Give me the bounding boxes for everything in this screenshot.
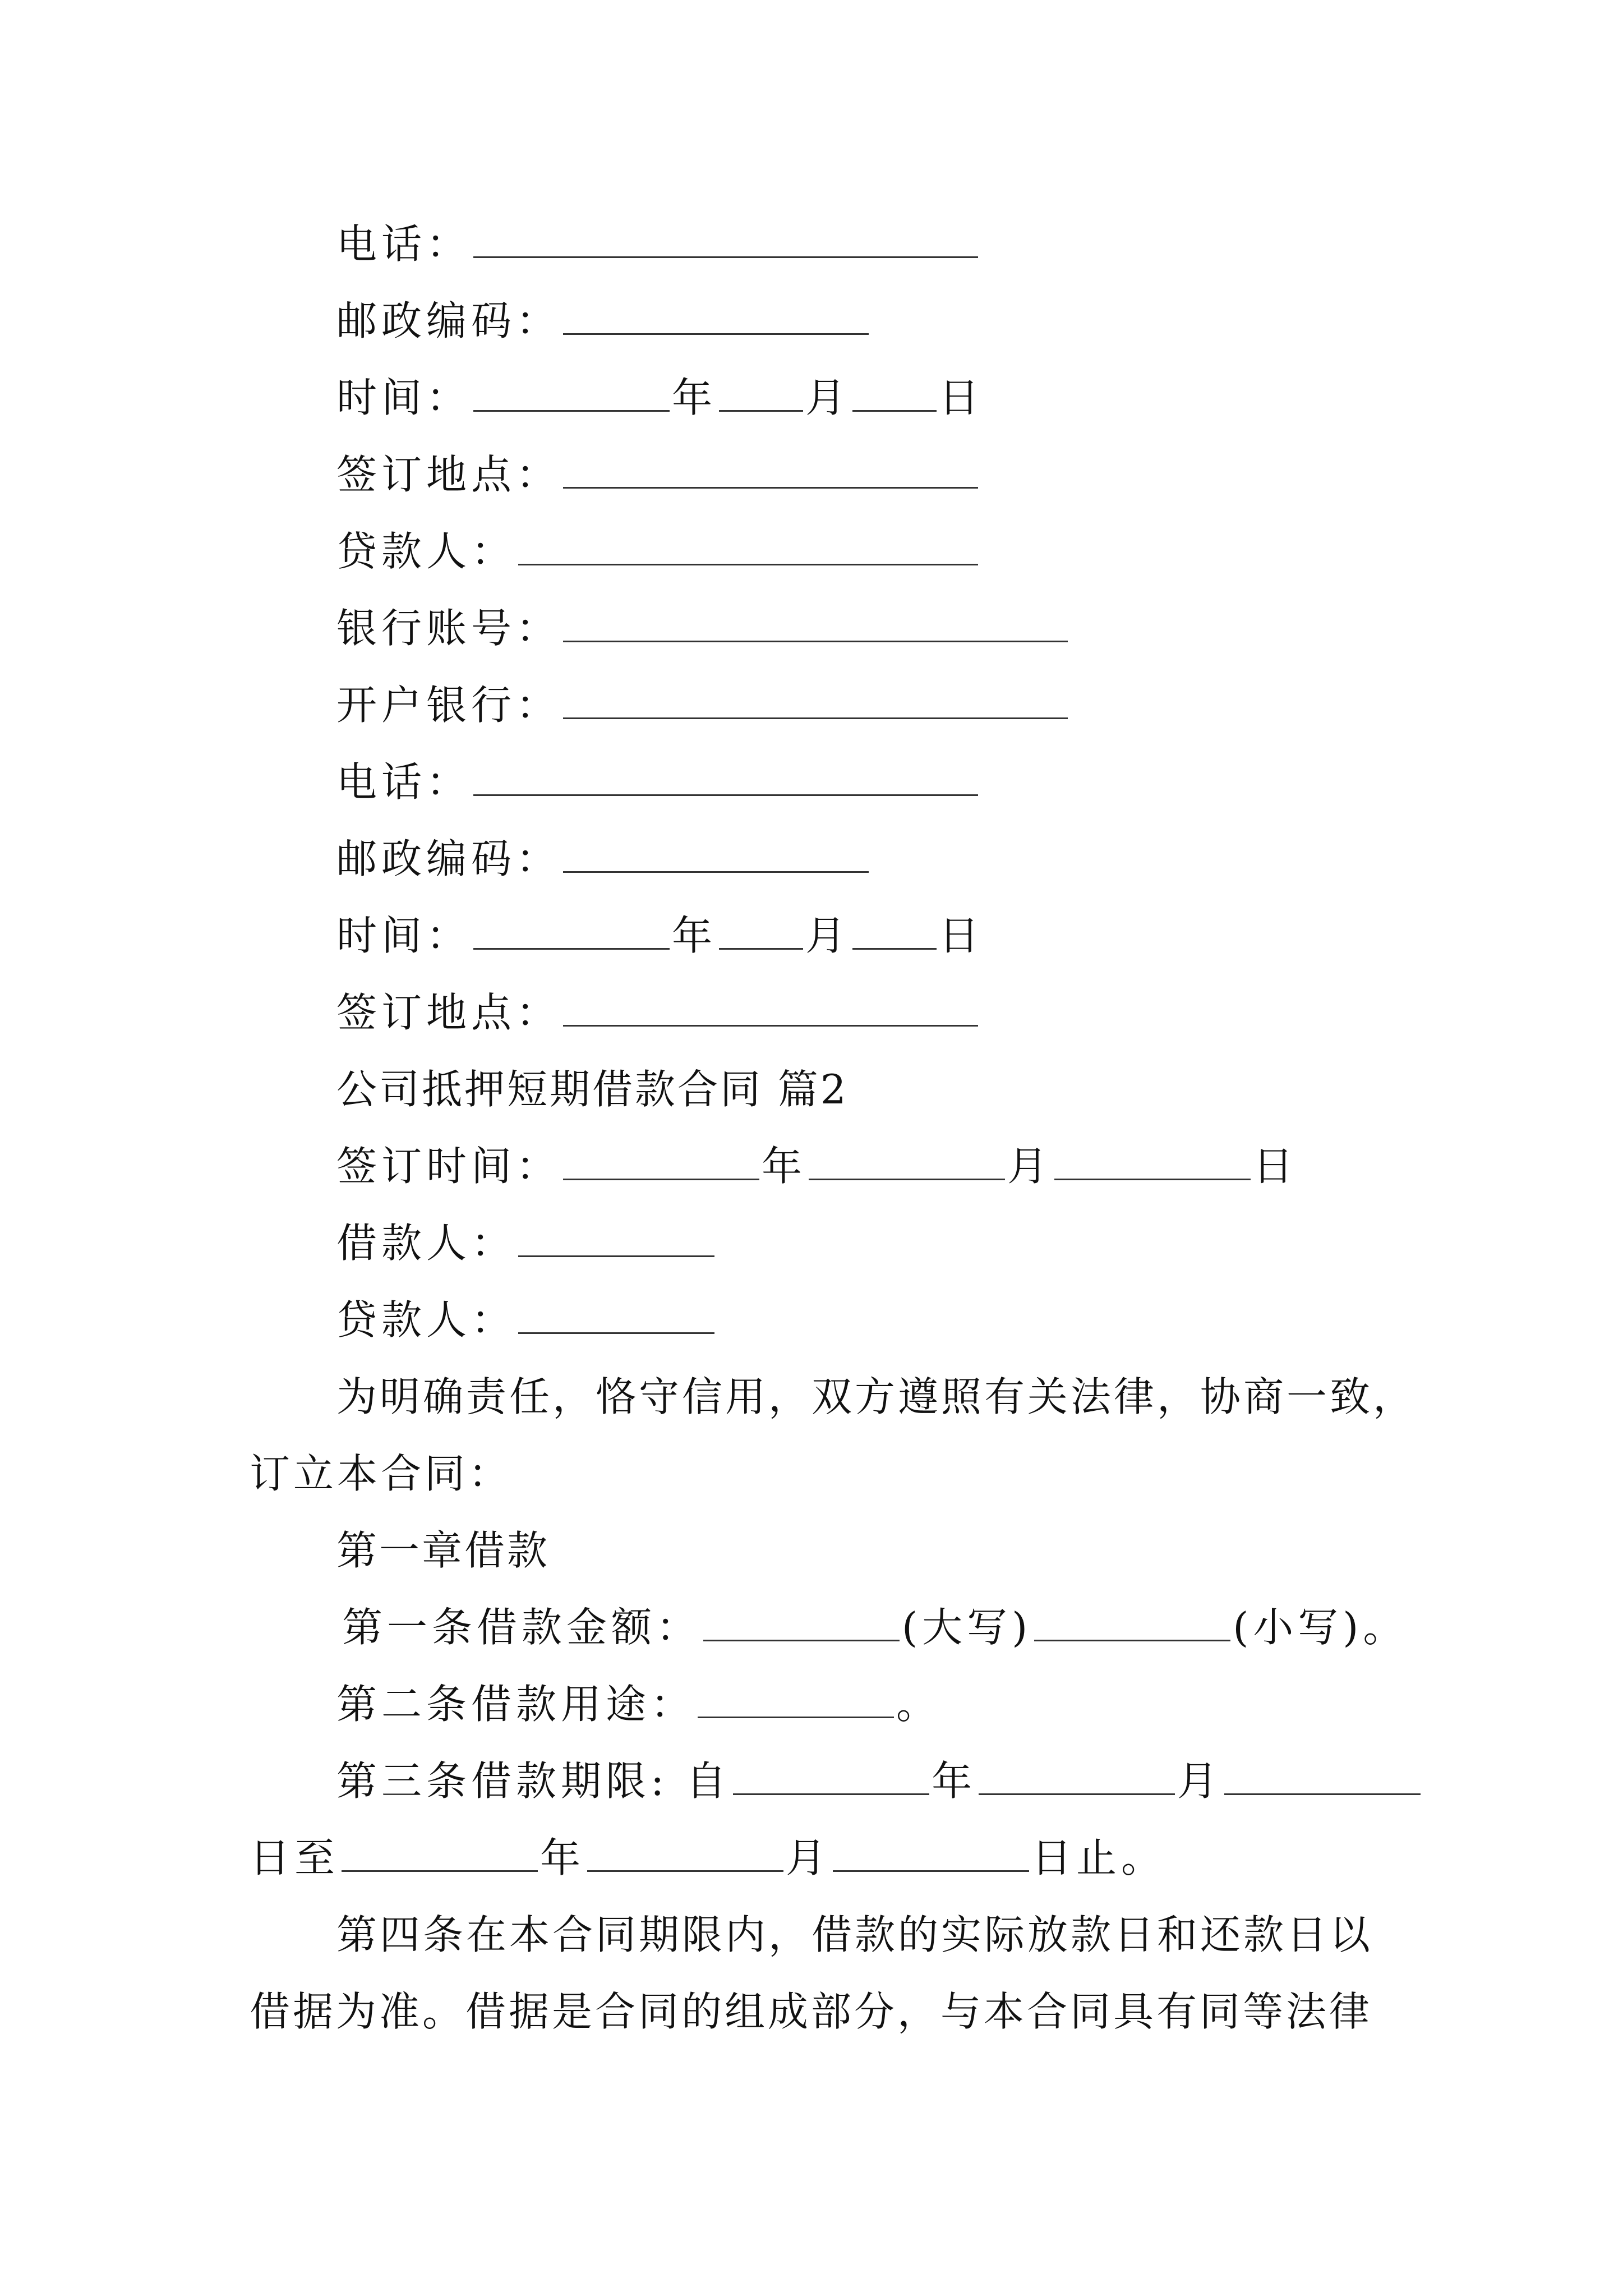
- bank-field: [336, 677, 1070, 733]
- month-unit: 月: [805, 374, 851, 421]
- borrower-field: [336, 1215, 717, 1271]
- lender-label: 贷款人：: [336, 1296, 517, 1343]
- time-label: 时间：: [336, 374, 472, 421]
- year-unit: 年: [672, 912, 717, 959]
- art1-upper: (大写): [902, 1604, 1032, 1651]
- end-day-blank[interactable]: [833, 1830, 1029, 1872]
- preamble-line-2: 订立本合同：: [250, 1450, 513, 1497]
- postcode-label: 邮政编码：: [336, 297, 561, 344]
- art3-label: 第三条借款期限: 自: [336, 1757, 731, 1805]
- amount-lower-blank[interactable]: [1034, 1599, 1230, 1641]
- phone-label: 电话：: [336, 758, 472, 806]
- sign-place-label: 签订地点：: [336, 989, 561, 1036]
- lender-label: 贷款人：: [336, 528, 517, 575]
- article-2: [336, 1676, 941, 1732]
- purpose-blank[interactable]: [698, 1676, 894, 1718]
- article-4-line-2: 借据为准。借据是合同的组成部分，与本合同具有同等法律: [250, 1988, 1373, 2035]
- amount-upper-blank[interactable]: [703, 1599, 900, 1641]
- start-month-blank[interactable]: [979, 1753, 1175, 1795]
- phone-label: 电话：: [336, 220, 472, 268]
- postcode-field-2: [336, 831, 871, 887]
- preamble-line-1: 为明确责任，恪守信用，双方遵照有关法律，协商一致，: [336, 1373, 1417, 1420]
- sign-place-blank[interactable]: [563, 447, 978, 489]
- day-unit: 日: [939, 374, 984, 421]
- chapter-heading: 第一章借款: [336, 1527, 550, 1574]
- time-label: 时间：: [336, 912, 472, 959]
- sign-place-label: 签订地点：: [336, 451, 561, 498]
- sign-place-blank[interactable]: [563, 984, 978, 1027]
- phone-blank[interactable]: [473, 216, 978, 258]
- year-blank[interactable]: [473, 370, 670, 412]
- art3-end: 日止。: [1031, 1834, 1166, 1881]
- year-unit: 年: [932, 1757, 977, 1805]
- month-blank[interactable]: [719, 370, 803, 412]
- start-year-blank[interactable]: [733, 1753, 929, 1795]
- phone-field-2: [336, 754, 980, 810]
- day-unit: 日: [1253, 1143, 1298, 1190]
- article-4-line-1: 第四条在本合同期限内，借款的实际放款日和还款日以: [336, 1911, 1373, 1958]
- lender-blank[interactable]: [518, 1292, 714, 1334]
- sign-place-field-1: [336, 447, 980, 503]
- month-unit: 月: [1007, 1143, 1053, 1190]
- article-1: [342, 1599, 1408, 1655]
- day-blank[interactable]: [852, 370, 937, 412]
- section-title: 公司抵押短期借款合同 篇2: [336, 1066, 849, 1113]
- bank-blank[interactable]: [563, 677, 1068, 719]
- phone-field-1: [336, 216, 980, 272]
- postcode-blank[interactable]: [563, 831, 869, 873]
- month-unit: 月: [805, 912, 851, 959]
- postcode-field-1: [336, 293, 871, 349]
- month-blank[interactable]: [719, 908, 803, 950]
- year-unit: 年: [540, 1834, 585, 1881]
- lender-blank[interactable]: [518, 523, 978, 565]
- article-3-line-1: [336, 1753, 1423, 1809]
- art2-end: 。: [896, 1681, 942, 1728]
- end-year-blank[interactable]: [342, 1830, 538, 1872]
- time-field-1: [336, 370, 984, 426]
- postcode-label: 邮政编码：: [336, 835, 561, 882]
- art1-lower: (小写)。: [1233, 1604, 1408, 1651]
- sign-day-blank[interactable]: [1054, 1138, 1251, 1180]
- month-unit: 月: [1177, 1757, 1223, 1805]
- sign-month-blank[interactable]: [809, 1138, 1005, 1180]
- lender-field-2: [336, 1292, 717, 1348]
- bank-account-blank[interactable]: [563, 600, 1068, 642]
- bank-label: 开户银行：: [336, 682, 561, 729]
- year-unit: 年: [672, 374, 717, 421]
- sign-time-label: 签订时间：: [336, 1143, 561, 1190]
- art1-label: 第一条借款金额：: [342, 1604, 702, 1651]
- day-unit: 日: [939, 912, 984, 959]
- phone-blank[interactable]: [473, 754, 978, 796]
- bank-account-label: 银行账号：: [336, 605, 561, 652]
- day-blank[interactable]: [852, 908, 937, 950]
- bank-account-field: [336, 600, 1070, 656]
- end-month-blank[interactable]: [587, 1830, 783, 1872]
- sign-time-field: [336, 1138, 1298, 1194]
- year-blank[interactable]: [473, 908, 670, 950]
- time-field-2: [336, 908, 984, 964]
- sign-place-field-2: [336, 984, 980, 1041]
- postcode-blank[interactable]: [563, 293, 869, 335]
- start-day-blank[interactable]: [1224, 1753, 1421, 1795]
- sign-year-blank[interactable]: [563, 1138, 759, 1180]
- year-unit: 年: [762, 1143, 807, 1190]
- art2-label: 第二条借款用途：: [336, 1681, 696, 1728]
- borrower-blank[interactable]: [518, 1215, 714, 1257]
- art3-day-to: 日至: [250, 1834, 340, 1881]
- lender-field: [336, 523, 980, 579]
- borrower-label: 借款人：: [336, 1220, 517, 1267]
- article-3-line-2: [250, 1830, 1166, 1886]
- month-unit: 月: [786, 1834, 831, 1881]
